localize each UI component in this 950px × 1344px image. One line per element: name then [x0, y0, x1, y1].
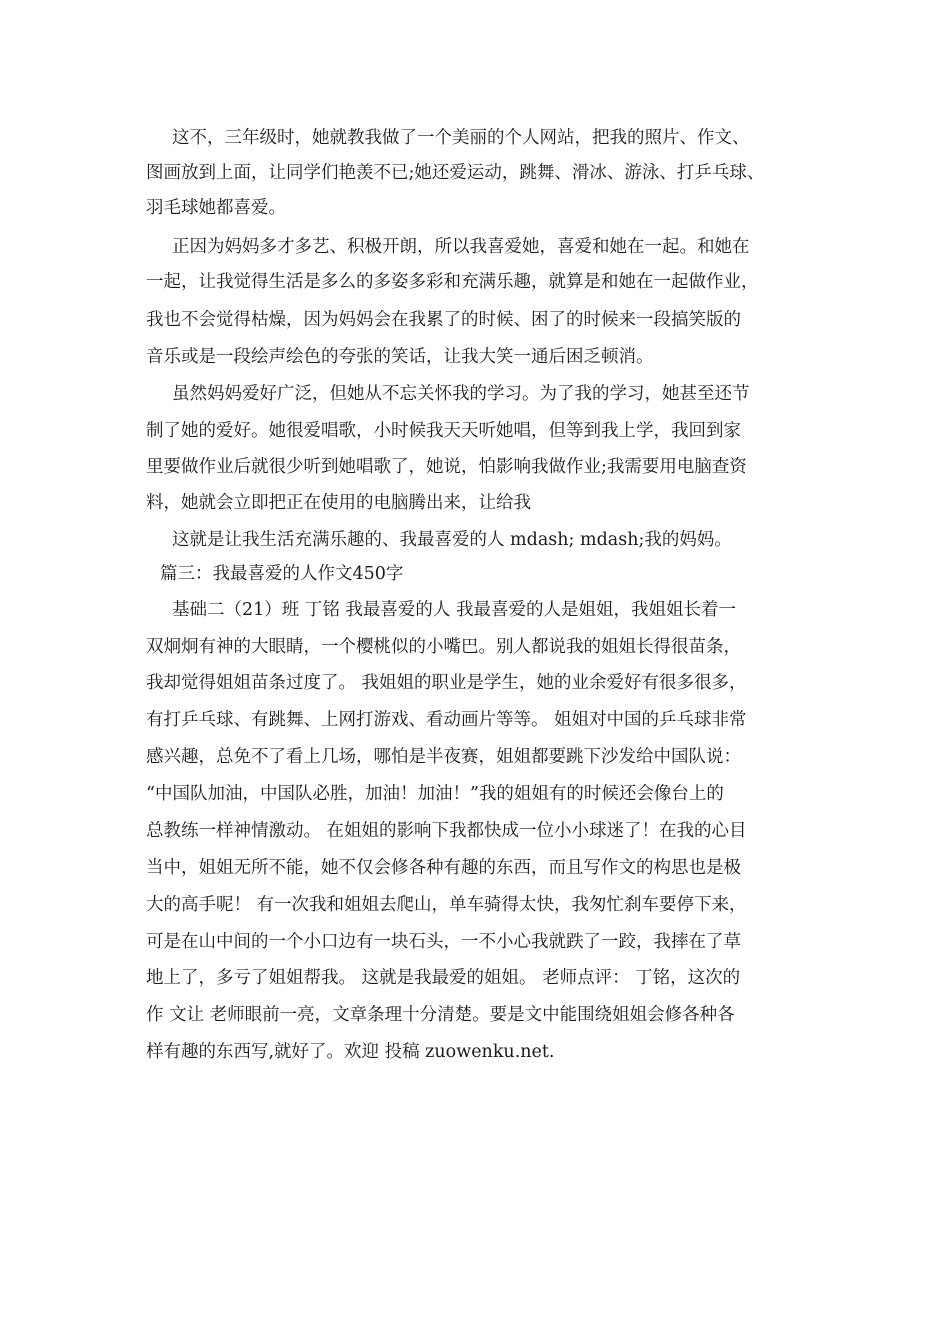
text-line: 里要做作业后就很少听到她唱歌了，她说，怕影响我做作业;我需要用电脑查资 — [146, 457, 747, 477]
text-line: 这就是让我生活充满乐趣的、我最喜爱的人 mdash; mdash;我的妈妈。 — [172, 530, 732, 550]
text-line: 基础二（21）班 丁铭 我最喜爱的人 我最喜爱的人是姐姐，我姐姐长着一 — [172, 600, 736, 620]
text-line: 音乐或是一段绘声绘色的夸张的笑话，让我大笑一通后困乏顿消。 — [146, 347, 654, 367]
text-line: 这不，三年级时，她就教我做了一个美丽的个人网站，把我的照片、作文、 — [172, 128, 750, 148]
text-line: 当中，姐姐无所不能，她不仅会修各种有趣的东西，而且写作文的构思也是极 — [146, 858, 741, 878]
text-line: 地上了，多亏了姐姐帮我。 这就是我最爱的姐姐。 老师点评： 丁铭，这次的 — [146, 968, 741, 988]
text-line: 可是在山中间的一个小口边有一块石头，一不小心我就跌了一跤，我摔在了草 — [146, 932, 741, 952]
text-line: “中国队加油，中国队必胜，加油！加油！”我的姐姐有的时候还会像台上的 — [146, 784, 724, 804]
text-line: 料，她就会立即把正在使用的电脑腾出来，让给我 — [146, 493, 531, 513]
text-line: 制了她的爱好。她很爱唱歌，小时候我天天听她唱，但等到我上学，我回到家 — [146, 421, 741, 441]
text-line: 感兴趣，总免不了看上几场，哪怕是半夜赛，姐姐都要跳下沙发给中国队说： — [146, 747, 741, 767]
text-line: 大的高手呢！ 有一次我和姐姐去爬山，单车骑得太快，我匆忙刹车要停下来， — [146, 895, 747, 915]
text-line: 虽然妈妈爱好广泛，但她从不忘关怀我的学习。为了我的学习，她甚至还节 — [172, 384, 750, 404]
text-line: 一起，让我觉得生活是多么的多姿多彩和充满乐趣，就算是和她在一起做作业， — [146, 272, 759, 292]
text-line: 双炯炯有神的大眼睛，一个樱桃似的小嘴巴。别人都说我的姐姐长得很苗条， — [146, 637, 741, 657]
text-line: 总教练一样神情激动。 在姐姐的影响下我都快成一位小小球迷了！在我的心目 — [146, 821, 747, 841]
text-line: 我却觉得姐姐苗条过度了。 我姐姐的职业是学生，她的业余爱好有很多很多， — [146, 673, 747, 693]
text-line: 样有趣的东西写,就好了。欢迎 投稿 zuowenku.net. — [146, 1042, 555, 1062]
text-line: 正因为妈妈多才多艺、积极开朗，所以我喜爱她，喜爱和她在一起。和她在 — [172, 237, 750, 257]
text-line: 图画放到上面，让同学们艳羡不已;她还爱运动，跳舞、滑冰、游泳、打乒乓球、 — [146, 163, 765, 183]
text-line: 作 文让 老师眼前一亮，文章条理十分清楚。要是文中能围绕姐姐会修各种各 — [146, 1005, 735, 1025]
text-line: 我也不会觉得枯燥，因为妈妈会在我累了的时候、困了的时候来一段搞笑版的 — [146, 310, 741, 330]
section-heading: 篇三：我最喜爱的人作文450字 — [160, 564, 404, 584]
text-line: 羽毛球她都喜爱。 — [146, 198, 286, 218]
text-line: 有打乒乓球、有跳舞、上网打游戏、看动画片等等。 姐姐对中国的乒乓球非常 — [146, 710, 747, 730]
